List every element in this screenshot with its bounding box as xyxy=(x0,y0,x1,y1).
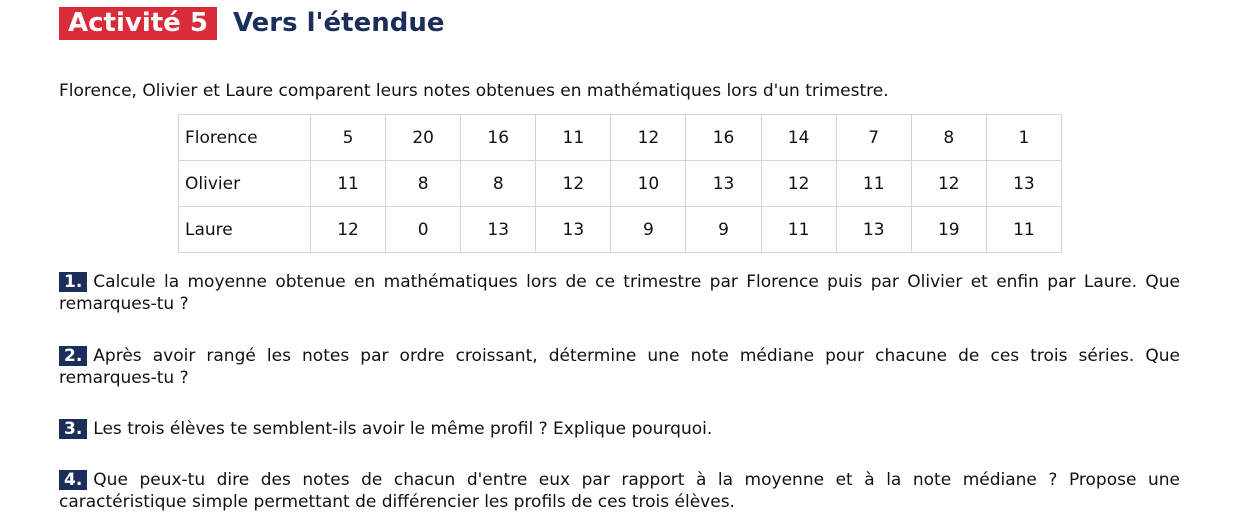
question-number-badge: 3. xyxy=(59,419,87,439)
table-cell: 13 xyxy=(986,161,1061,207)
question-text: Calcule la moyenne obtenue en mathématiques lors de ce trimestre par Florence puis par Olivier et enfin par Laure. Que remarques-tu ? xyxy=(59,272,1180,314)
table-cell: 1 xyxy=(986,115,1061,161)
row-label: Laure xyxy=(179,207,311,253)
activity-header xyxy=(59,7,444,40)
table-cell: 13 xyxy=(461,207,536,253)
table-cell: 11 xyxy=(836,161,911,207)
table-row-olivier xyxy=(179,161,1062,207)
table-cell: 9 xyxy=(686,207,761,253)
question-number-badge: 1. xyxy=(59,272,87,292)
question-2 xyxy=(59,345,1180,389)
table-row-laure xyxy=(179,207,1062,253)
activity-title: Vers l'étendue xyxy=(232,8,445,38)
table-cell: 14 xyxy=(761,115,836,161)
table-cell: 19 xyxy=(911,207,986,253)
table-cell: 5 xyxy=(311,115,386,161)
activity-badge: Activité 5 xyxy=(59,7,217,40)
row-label: Olivier xyxy=(179,161,311,207)
table-cell: 12 xyxy=(611,115,686,161)
table-cell: 12 xyxy=(911,161,986,207)
question-number-badge: 4. xyxy=(59,470,87,490)
table-cell: 16 xyxy=(461,115,536,161)
table-cell: 13 xyxy=(536,207,611,253)
question-text: Après avoir rangé les notes par ordre croissant, détermine une note médiane pour chacune de ces trois séries. Que remarques-tu ? xyxy=(59,346,1180,388)
table-row-florence xyxy=(179,115,1062,161)
table-cell: 12 xyxy=(311,207,386,253)
row-label: Florence xyxy=(179,115,311,161)
table-cell: 11 xyxy=(761,207,836,253)
question-number-badge: 2. xyxy=(59,346,87,366)
table-cell: 11 xyxy=(536,115,611,161)
table-cell: 12 xyxy=(761,161,836,207)
table-cell: 7 xyxy=(836,115,911,161)
table-cell: 13 xyxy=(686,161,761,207)
grades-table xyxy=(178,114,1062,253)
table-cell: 13 xyxy=(836,207,911,253)
table-cell: 0 xyxy=(386,207,461,253)
question-text: Les trois élèves te semblent-ils avoir le même profil ? Explique pourquoi. xyxy=(93,419,713,439)
question-3 xyxy=(59,418,1180,440)
table-cell: 8 xyxy=(911,115,986,161)
table-cell: 8 xyxy=(461,161,536,207)
table-cell: 16 xyxy=(686,115,761,161)
question-4 xyxy=(59,469,1180,513)
table-cell: 20 xyxy=(386,115,461,161)
table-cell: 11 xyxy=(311,161,386,207)
table-cell: 12 xyxy=(536,161,611,207)
table-cell: 11 xyxy=(986,207,1061,253)
table-cell: 9 xyxy=(611,207,686,253)
table-cell: 10 xyxy=(611,161,686,207)
question-1 xyxy=(59,271,1180,315)
intro-text: Florence, Olivier et Laure comparent leurs notes obtenues en mathématiques lors d'un trimestre. xyxy=(59,81,889,101)
question-text: Que peux-tu dire des notes de chacun d'entre eux par rapport à la moyenne et à la note médiane ? Propose une caractéristique simple permettant de différencier les profils de ces trois élèves. xyxy=(59,470,1180,512)
table-cell: 8 xyxy=(386,161,461,207)
